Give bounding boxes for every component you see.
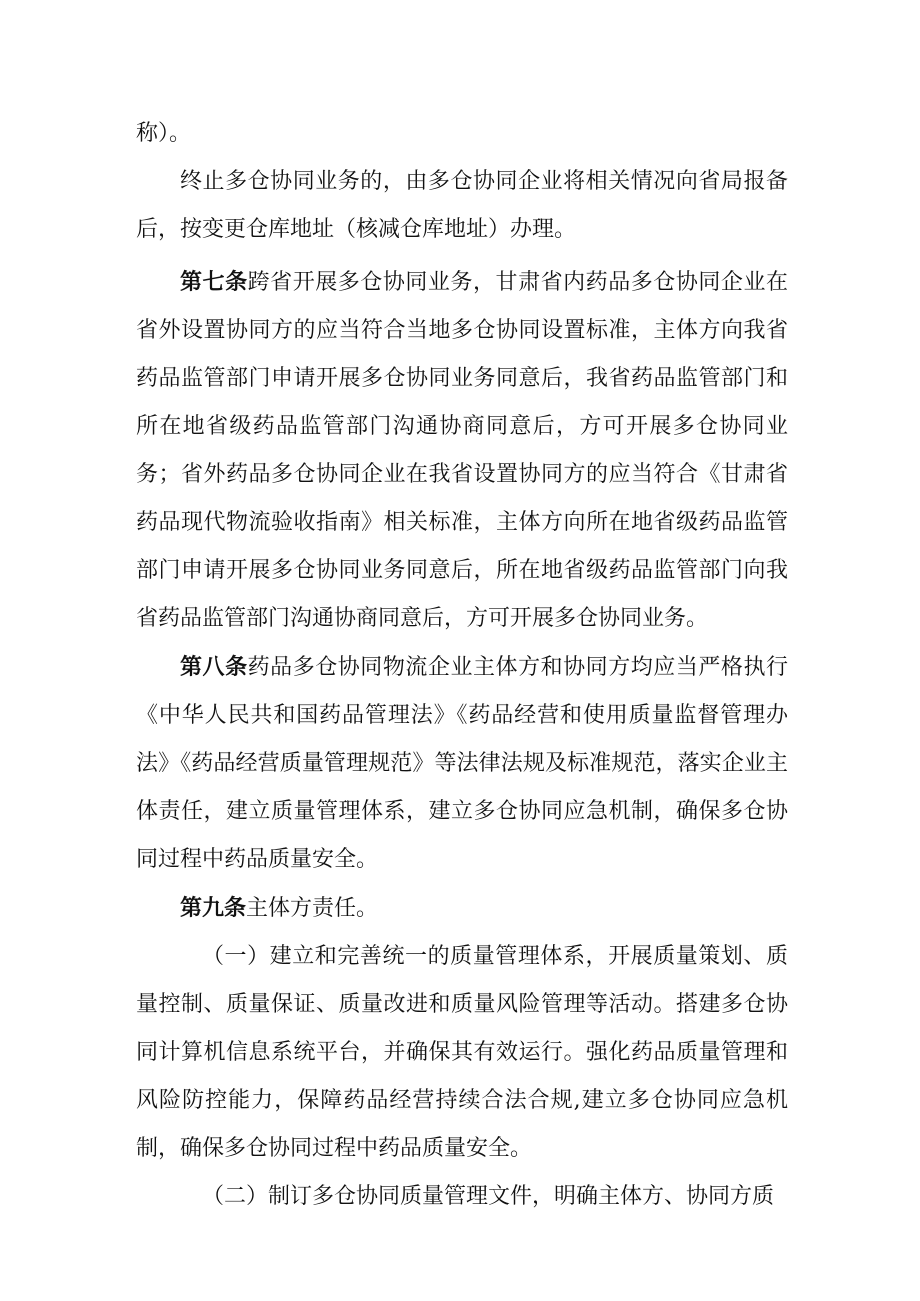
paragraph-termination bbox=[136, 158, 788, 254]
article-heading: 第七条 bbox=[180, 269, 248, 295]
paragraph-article-8 bbox=[136, 643, 788, 884]
paragraph-text: 跨省开展多仓协同业务，甘肃省内药品多仓协同企业在省外设置协同方的应当符合当地多仓协同设置标准，主体方向我省药品监管部门申请开展多仓协同业务同意后，我省药品监管部门和所在地省级药品监管部门沟通协商同意后，方可开展多仓协同业务；省外药品多仓协同企业在我省设置协同方的应当符合《甘肃省药品现代物流验收指南》相关标准，主体方向所在地省级药品监管部门申请开展多仓协同业务同意后，所在地省级药品监管部门向我省药品监管部门沟通协商同意后，方可开展多仓协同业务。 bbox=[136, 270, 788, 631]
paragraph-text: （二）制订多仓协同质量管理文件，明确主体方、协同方质 bbox=[202, 1184, 775, 1209]
paragraph-text: （一）建立和完善统一的质量管理体系，开展质量策划、质量控制、质量保证、质量改进和质量风险管理等活动。搭建多仓协同计算机信息系统平台，并确保其有效运行。强化药品质量管理和风险防控能力，保障药品经营持续合法合规,建立多仓协同应急机制，确保多仓协同过程中药品质量安全。 bbox=[136, 944, 788, 1161]
paragraph-item-1 bbox=[136, 933, 788, 1173]
paragraph-article-9 bbox=[136, 884, 788, 933]
document-page bbox=[136, 110, 788, 1221]
paragraph-continuation bbox=[136, 110, 788, 158]
paragraph-article-7 bbox=[136, 258, 788, 643]
paragraph-text: 终止多仓协同业务的，由多仓协同企业将相关情况向省局报备后，按变更仓库地址（核减仓库地址）办理。 bbox=[136, 169, 788, 242]
paragraph-text: 药品多仓协同物流企业主体方和协同方均应当严格执行《中华人民共和国药品管理法》《药品经营和使用质量监督管理办法》《药品经营质量管理规范》等法律法规及标准规范，落实企业主体责任，建立质量管理体系，建立多仓协同应急机制，确保多仓协同过程中药品质量安全。 bbox=[136, 655, 788, 872]
paragraph-text: 主体方责任。 bbox=[246, 896, 379, 921]
paragraph-text: 称）。 bbox=[136, 121, 192, 146]
article-heading: 第八条 bbox=[180, 654, 248, 680]
article-heading: 第九条 bbox=[180, 895, 247, 921]
paragraph-item-2 bbox=[136, 1173, 788, 1221]
